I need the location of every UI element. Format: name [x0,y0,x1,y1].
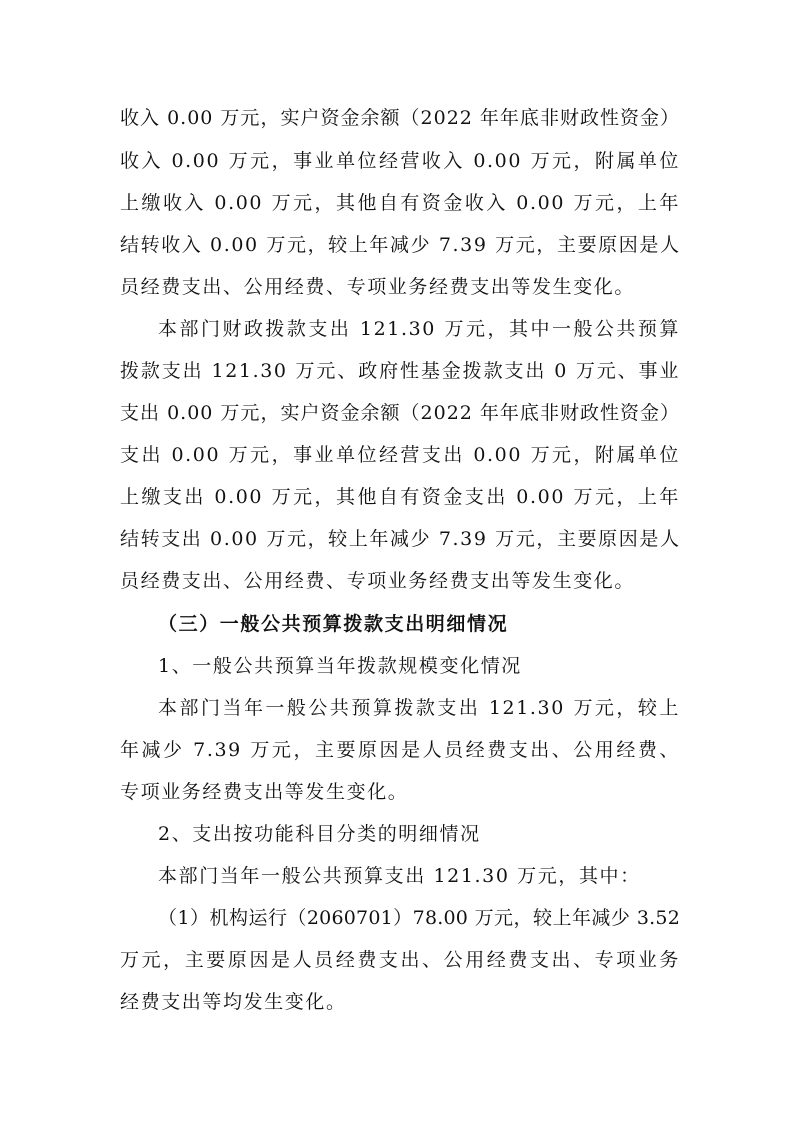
paragraph-line: 上缴支出 0.00 万元，其他自有资金支出 0.00 万元，上年 [120,486,680,508]
paragraph-line: 年减少 7.39 万元，主要原因是人员经费支出、公用经费、 [120,739,680,761]
paragraph-line: 拨款支出 121.30 万元、政府性基金拨款支出 0 万元、事业 [120,360,680,382]
paragraph-line: 支出 0.00 万元，事业单位经营支出 0.00 万元，附属单位 [120,444,680,466]
subsection-heading: 1、一般公共预算当年拨款规模变化情况 [158,655,522,677]
paragraph-line: （1）机构运行（2060701）78.00 万元，较上年减少 3.52 [158,907,680,929]
paragraph-line: 收入 0.00 万元，实户资金余额（2022 年年底非财政性资金） [120,107,680,129]
paragraph-line: 收入 0.00 万元，事业单位经营收入 0.00 万元，附属单位 [120,150,680,172]
paragraph-line: 万元，主要原因是人员经费支出、公用经费支出、专项业务 [120,949,680,971]
paragraph-line: 本部门当年一般公共预算支出 121.30 万元，其中： [158,865,641,887]
paragraph-line: 员经费支出、公用经费、专项业务经费支出等发生变化。 [120,570,636,592]
paragraph-line: 员经费支出、公用经费、专项业务经费支出等发生变化。 [120,276,636,298]
paragraph-line: 结转收入 0.00 万元，较上年减少 7.39 万元，主要原因是人 [120,234,681,256]
paragraph-line: 上缴收入 0.00 万元，其他自有资金收入 0.00 万元，上年 [120,192,680,214]
paragraph-line: 本部门财政拨款支出 121.30 万元，其中一般公共预算 [158,318,680,340]
paragraph-line: 专项业务经费支出等发生变化。 [120,781,409,803]
paragraph-line: 结转支出 0.00 万元，较上年减少 7.39 万元，主要原因是人 [120,528,681,550]
paragraph-line: 经费支出等均发生变化。 [120,991,347,1013]
paragraph-line: 本部门当年一般公共预算拨款支出 121.30 万元，较上 [158,697,680,719]
section-heading: （三）一般公共预算拨款支出明细情况 [158,613,509,635]
paragraph-line: 支出 0.00 万元，实户资金余额（2022 年年底非财政性资金） [120,402,680,424]
subsection-heading: 2、支出按功能科目分类的明细情况 [158,823,481,845]
